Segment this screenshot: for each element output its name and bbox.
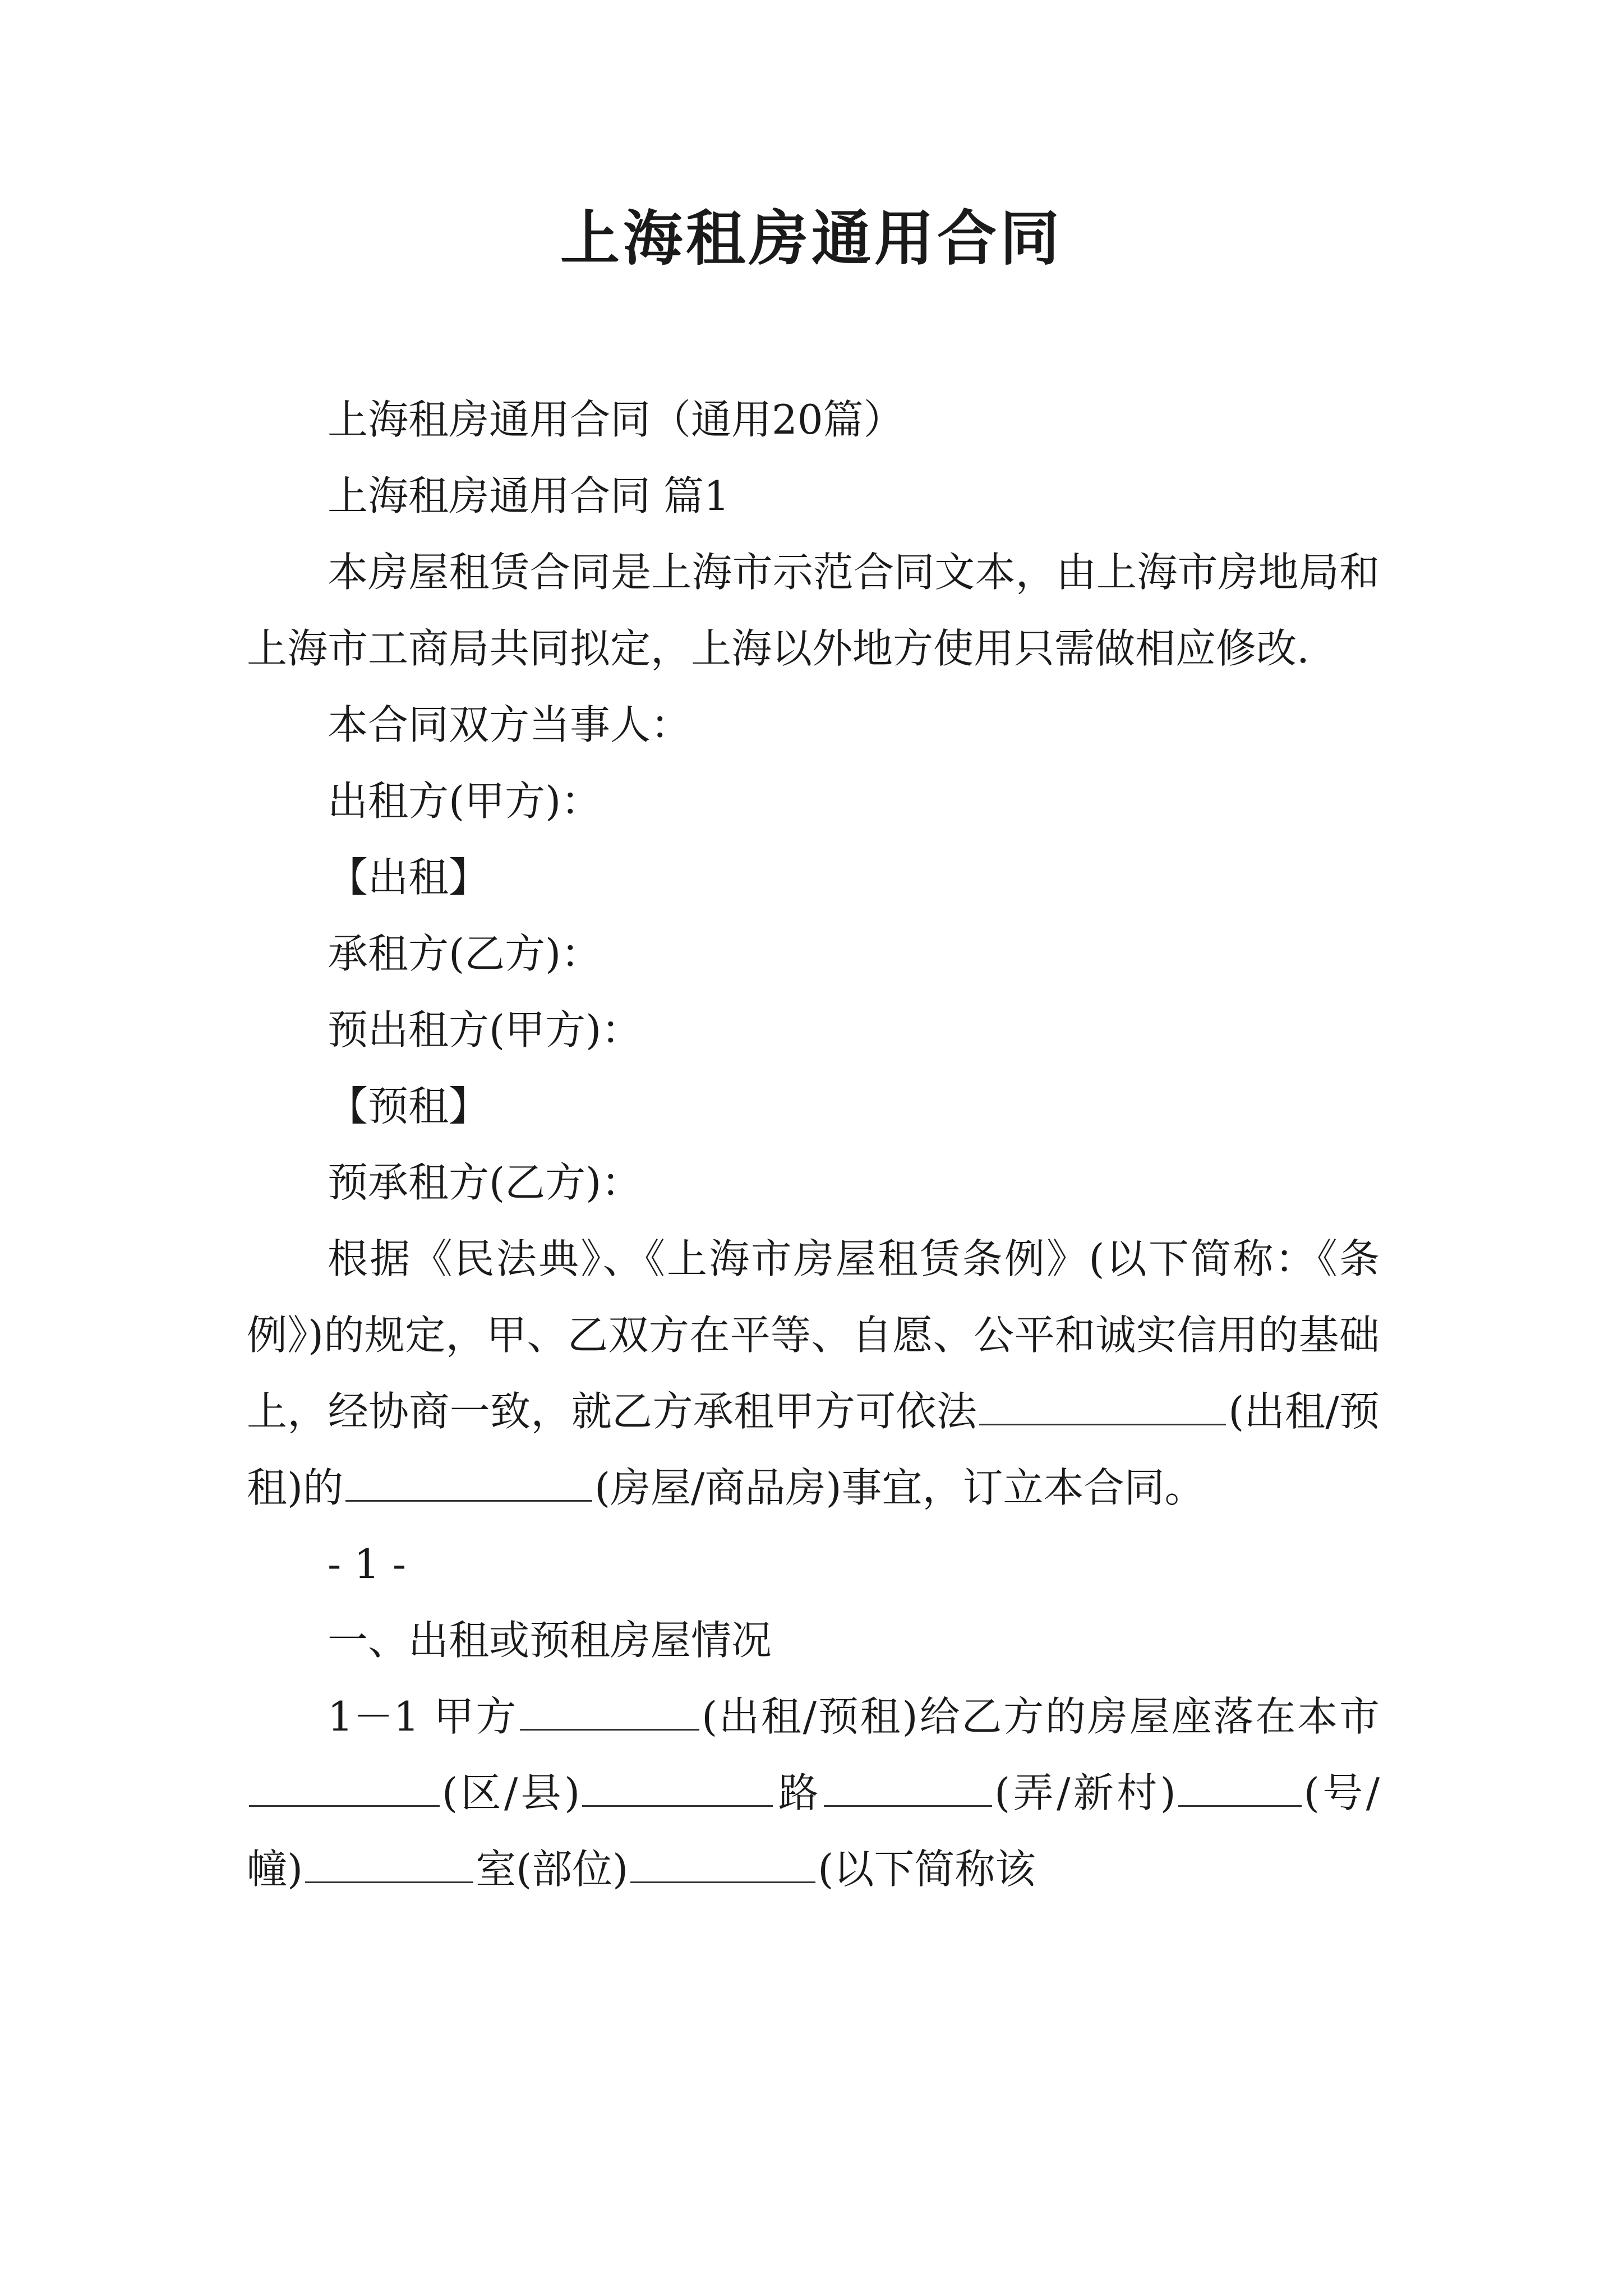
paragraph-legal-basis <box>247 1221 1380 1526</box>
clause-text-7: 室(部位) <box>476 1846 629 1893</box>
blank-field <box>582 1765 773 1807</box>
document-body <box>247 381 1380 1907</box>
paragraph-pre-lessee: 预承租方(乙方)： <box>328 1159 642 1206</box>
clause-text-3: (区/县) <box>442 1769 580 1816</box>
paragraph-pre-rent-tag: 【预租】 <box>328 1083 490 1130</box>
paragraph-lessee: 承租方(乙方)： <box>328 930 602 977</box>
clause-text-8: (以下简称该 <box>818 1846 1036 1893</box>
blank-field <box>249 1765 440 1807</box>
blank-field <box>824 1765 992 1807</box>
blank-field <box>630 1841 815 1883</box>
paragraph-section-heading: 上海租房通用合同 篇1 <box>328 472 730 519</box>
legal-basis-text-2: (出租/预租)的 <box>247 1388 1380 1511</box>
blank-field <box>520 1688 699 1731</box>
blank-field <box>305 1841 473 1883</box>
document-title: 上海租房通用合同 <box>560 203 1063 273</box>
paragraph-pre-lessor: 预出租方(甲方)： <box>328 1006 642 1053</box>
paragraph-clause-1-1 <box>247 1678 1380 1907</box>
clause-text-2: (出租/预租)给乙方的房屋座落在本市 <box>702 1693 1380 1740</box>
legal-basis-text-1: 根据《民法典》、《上海市房屋租赁条例》(以下简称：《条例》)的规定，甲、乙双方在平等、自愿、公平和诚实信用的基础上，经协商一致，就乙方承租甲方可依法 <box>247 1235 1380 1435</box>
clause-text-6: (号/幢) <box>247 1769 1380 1893</box>
legal-basis-text-3: (房屋/商品房)事宜，订立本合同。 <box>594 1464 1205 1511</box>
paragraph-rent-tag: 【出租】 <box>328 854 490 901</box>
blank-field <box>979 1383 1226 1425</box>
paragraph-chapter-1: 一、出租或预租房屋情况 <box>328 1617 772 1664</box>
blank-field <box>1178 1765 1302 1807</box>
paragraph-lessor: 出租方(甲方)： <box>328 777 602 825</box>
page-number: - 1 - <box>328 1540 407 1588</box>
clause-text-5: (弄/新村) <box>994 1769 1176 1816</box>
clause-text-1: 1－1 甲方 <box>328 1693 518 1740</box>
paragraph-parties: 本合同双方当事人： <box>328 701 691 748</box>
paragraph-intro: 本房屋租赁合同是上海市示范合同文本，由上海市房地局和上海市工商局共同拟定，上海以外地方使用只需做相应修改. <box>247 549 1380 672</box>
blank-field <box>345 1460 592 1502</box>
paragraph-subtitle: 上海租房通用合同（通用20篇） <box>328 396 904 443</box>
clause-text-4: 路 <box>775 1769 822 1816</box>
